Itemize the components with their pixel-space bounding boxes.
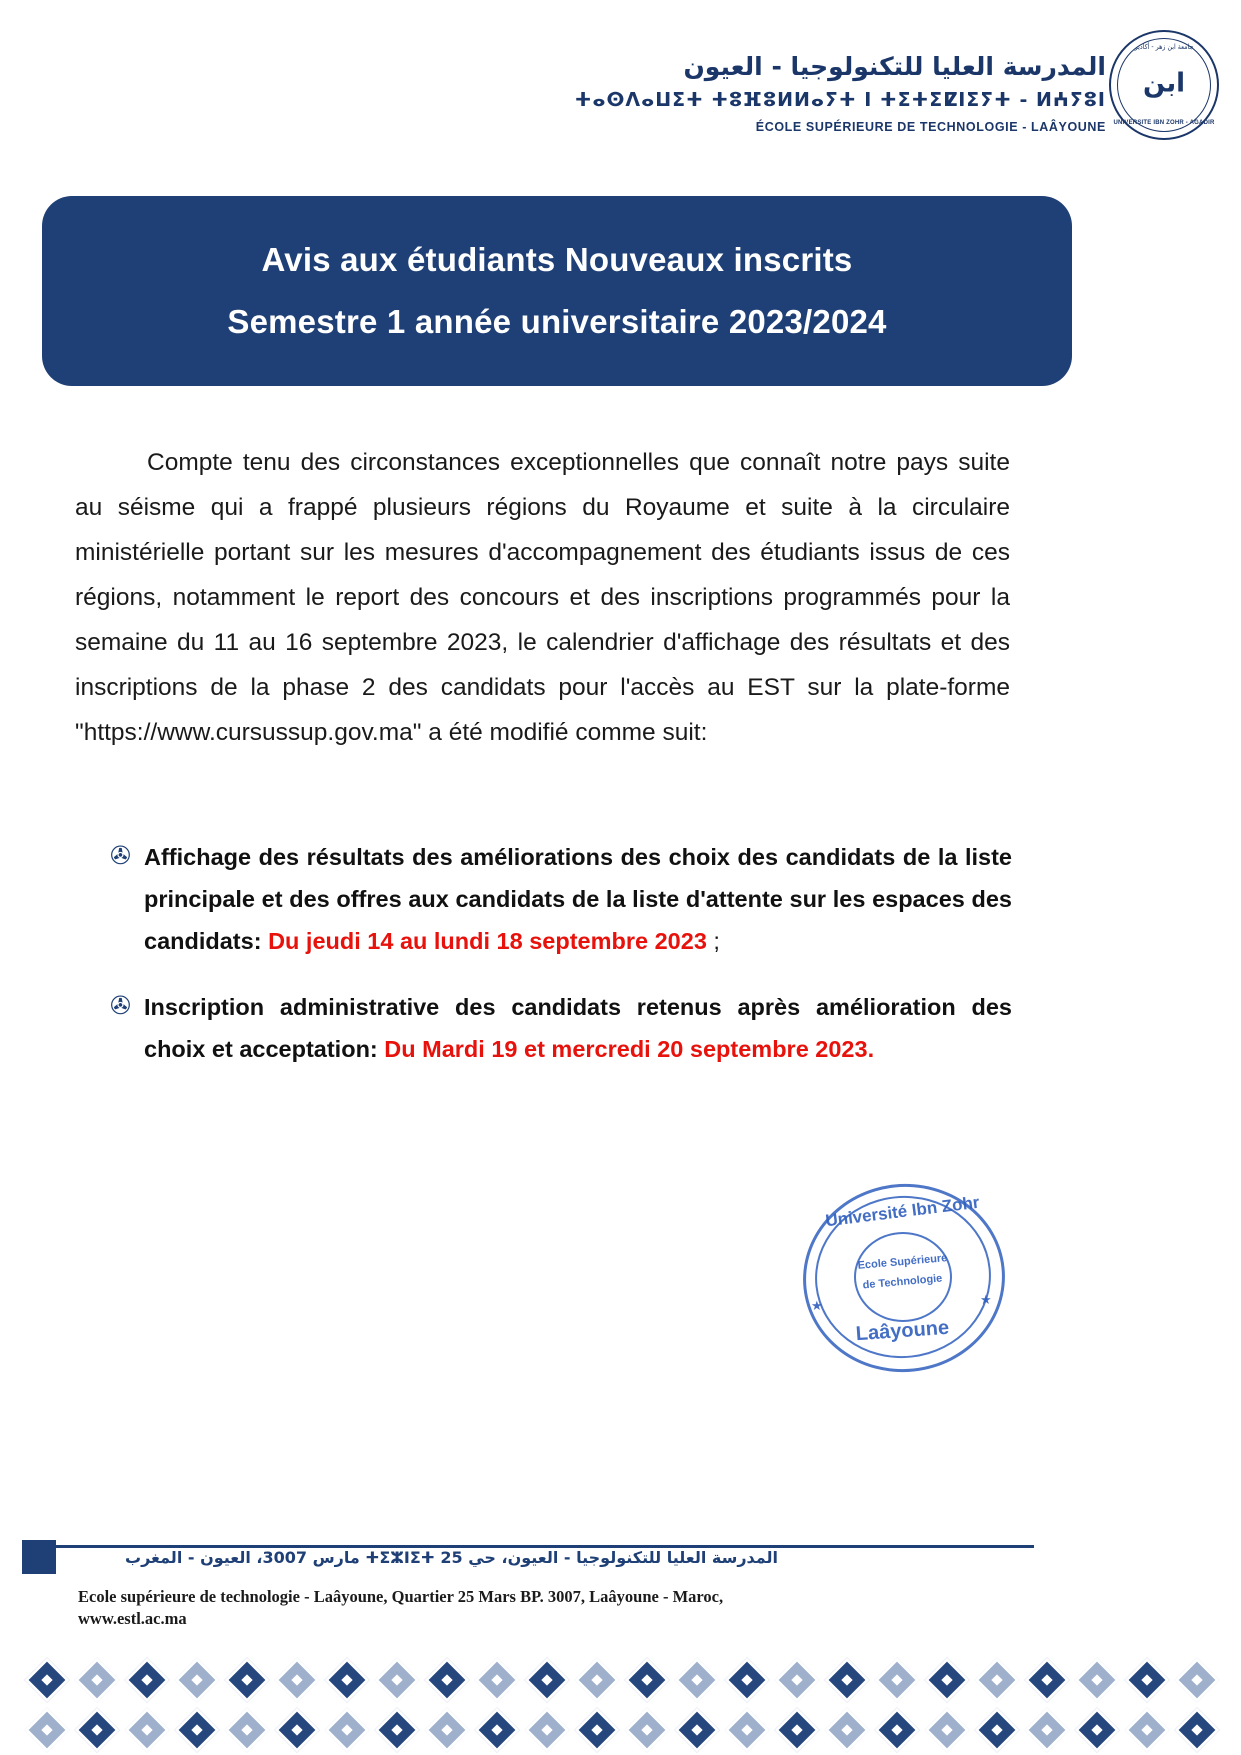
ornament-tile [122, 1705, 172, 1755]
ornament-tile [772, 1655, 822, 1705]
stamp-school-text-1: Ecole Supérieure [857, 1252, 948, 1272]
ornament-tile [722, 1655, 772, 1705]
ornament-tile [1122, 1705, 1172, 1755]
banner-title-line-2: Semestre 1 année universitaire 2023/2024 [227, 303, 887, 340]
ornament-tile [322, 1655, 372, 1705]
bullet-item-1-suffix: ; [706, 928, 720, 954]
ornament-tile [922, 1655, 972, 1705]
ornament-tile [222, 1705, 272, 1755]
banner-title-line-1: Avis aux étudiants Nouveaux inscrits [261, 240, 853, 278]
ornament-tile [522, 1655, 572, 1705]
ornament-tile [372, 1655, 422, 1705]
bullet-marker-icon: ✇ [110, 991, 131, 1020]
ornament-tile [1172, 1705, 1220, 1755]
footer-french-address [78, 1586, 978, 1630]
stamp-star-icon: ★ [811, 1298, 823, 1313]
notice-bullet-list [110, 836, 1012, 1094]
bullet-item-1-label: Affichage des résultats des améliorations des choix des candidats de la liste principale et des offres aux candidats de la liste d'attente sur les espaces des candidats: [144, 844, 1012, 954]
header-french-title: ÉCOLE SUPÉRIEURE DE TECHNOLOGIE - LAÂYOUNE [755, 120, 1106, 135]
ornament-tile [522, 1705, 572, 1755]
ornament-tile [772, 1705, 822, 1755]
ornament-tile [822, 1705, 872, 1755]
header-institution-titles [575, 50, 1106, 136]
ornament-tile [1122, 1655, 1172, 1705]
stamp-university-text: Université Ibn Zohr [824, 1192, 981, 1231]
ornament-tile [272, 1705, 322, 1755]
ornament-tile [472, 1655, 522, 1705]
bullet-item-1-date: Du jeudi 14 au lundi 18 septembre 2023 [268, 928, 707, 954]
ornament-tile [322, 1705, 372, 1755]
notice-body [75, 440, 1010, 755]
notice-title-banner [42, 196, 1072, 386]
ornament-tile [922, 1705, 972, 1755]
ornament-tile [672, 1705, 722, 1755]
ornament-tile [872, 1655, 922, 1705]
stamp-city-text: Laâyoune [855, 1316, 950, 1346]
bullet-item-2-text [144, 986, 1012, 1070]
ornament-tile [972, 1705, 1022, 1755]
ornament-tile [722, 1705, 772, 1755]
ornament-tile [422, 1655, 472, 1705]
ornament-tile [122, 1655, 172, 1705]
footer-arabic-address: المدرسة العليا للتكنولوجيا - العيون، حي ⵜⵉⵣⵏⵉⵜ 25 مارس 3007، العيون - المغرب [125, 1548, 778, 1567]
ornament-tile [472, 1705, 522, 1755]
university-logo-icon [1109, 30, 1219, 140]
ornament-tile [1022, 1655, 1072, 1705]
ornament-tile [272, 1655, 322, 1705]
official-stamp-icon [795, 1180, 1010, 1370]
ornament-tile [872, 1705, 922, 1755]
ornament-tile [822, 1655, 872, 1705]
ornament-tile [572, 1655, 622, 1705]
ornament-tile [622, 1655, 672, 1705]
bullet-marker-icon: ✇ [110, 841, 131, 870]
ornament-tile [222, 1655, 272, 1705]
list-item [110, 986, 1012, 1070]
bullet-item-2-label: Inscription administrative des candidats retenus après amélioration des choix et acceptation: [144, 994, 1012, 1062]
ornament-tile [1072, 1655, 1122, 1705]
ornament-tile [422, 1705, 472, 1755]
ornament-tile [72, 1705, 122, 1755]
ornament-tile [22, 1655, 72, 1705]
notice-paragraph: Compte tenu des circonstances exceptionnelles que connaît notre pays suite au séisme qui a frappé plusieurs régions du Royaume et suite à la circulaire ministérielle portant sur les mesures d'accompagnement des étudiants issus de ces régions, notamment le report des concours et des inscriptions programmés pour la semaine du 11 au 16 septembre 2023, le calendrier d'affichage des résultats et des inscriptions de la phase 2 des candidats pour l'accès au EST sur la plate-forme "https://www.cursussup.gov.ma" a été modifié comme suit: [75, 449, 1010, 746]
ornament-tile [972, 1655, 1022, 1705]
document-header [0, 20, 1241, 160]
logo-monogram: ابن [1142, 68, 1186, 99]
logo-latin-ring-text: UNIVERSITE IBN ZOHR - AGADIR [1113, 120, 1215, 126]
footer-ornament-band [22, 1655, 1220, 1755]
ornament-tile [572, 1705, 622, 1755]
header-arabic-title: المدرسة العليا للتكنولوجيا - العيون [683, 52, 1106, 81]
footer-address-line-1: Ecole supérieure de technologie - Laâyoune, Quartier 25 Mars BP. 3007, Laâyoune - Maroc, [78, 1587, 724, 1606]
stamp-school-text-2: de Technologie [862, 1272, 943, 1292]
ornament-tile [372, 1705, 422, 1755]
ornament-row [22, 1655, 1220, 1705]
ornament-tile [1172, 1655, 1220, 1705]
ornament-tile [1072, 1705, 1122, 1755]
logo-arabic-ring-text: جامعة ابن زهر - أكادير [1134, 43, 1194, 51]
ornament-row [22, 1705, 1220, 1755]
ornament-tile [22, 1705, 72, 1755]
list-item [110, 836, 1012, 962]
bullet-item-1-text [144, 836, 1012, 962]
stamp-star-icon: ★ [980, 1292, 992, 1307]
footer-website: www.estl.ac.ma [78, 1609, 187, 1628]
ornament-tile [1022, 1705, 1072, 1755]
ornament-tile [172, 1705, 222, 1755]
ornament-tile [172, 1655, 222, 1705]
ornament-tile [672, 1655, 722, 1705]
header-tifinagh-title: ⵜⴰⵙⴷⴰⵡⵉⵜ ⵜⵓⴼⵓⵍⵍⴰⵢⵜ ⵏ ⵜⵉⵜⵉⵇⵏⵉⵢⵜ - ⵍⵄⵢⵓⵏ [574, 88, 1106, 111]
bullet-item-2-date: Du Mardi 19 et mercredi 20 septembre 2023. [384, 1036, 875, 1062]
ornament-tile [622, 1705, 672, 1755]
ornament-tile [72, 1655, 122, 1705]
